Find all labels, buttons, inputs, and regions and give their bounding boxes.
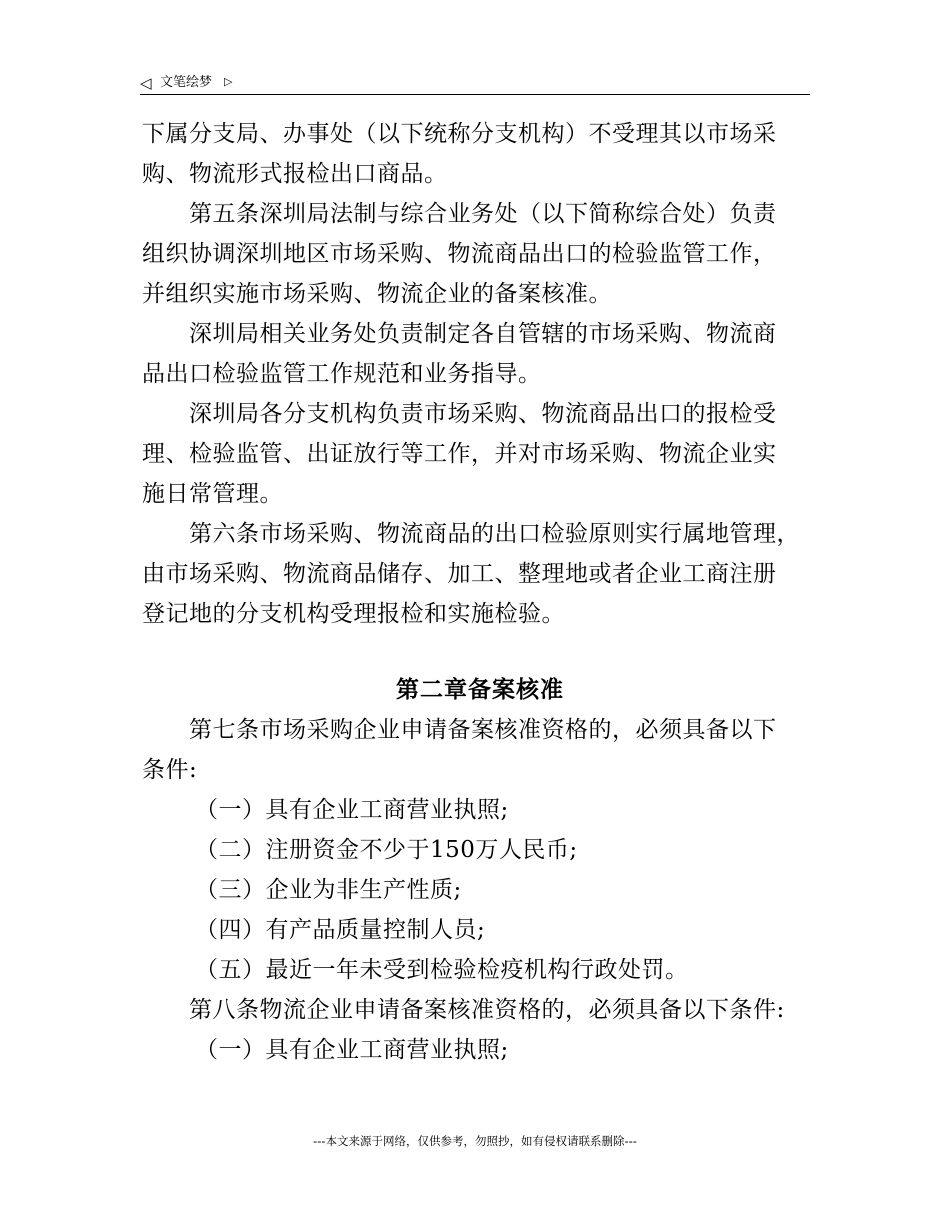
text-line: 第五条深圳局法制与综合业务处（以下简称综合处）负责 bbox=[189, 201, 777, 227]
left-triangle-icon: ◁ bbox=[140, 74, 152, 92]
text-line: 并组织实施市场采购、物流企业的备案核准。 bbox=[142, 281, 612, 307]
section-gap bbox=[142, 634, 818, 670]
list-item: （一）具有企业工商营业执照; bbox=[195, 1037, 509, 1063]
text-line: 条件: bbox=[142, 757, 198, 783]
text-line: 理、检验监管、出证放行等工作，并对市场采购、物流企业实 bbox=[142, 441, 777, 467]
text-line: 购、物流形式报检出口商品。 bbox=[142, 161, 448, 187]
list-item: （二）注册资金不少于150万人民币; bbox=[195, 837, 578, 863]
page-footer: ---本文来源于网络，仅供参考，勿照抄，如有侵权请联系删除--- bbox=[313, 1134, 637, 1148]
document-body bbox=[142, 114, 818, 1070]
chapter-title: 第二章备案核准 bbox=[396, 676, 564, 703]
text-line: 由市场采购、物流商品储存、加工、整理地或者企业工商注册 bbox=[142, 561, 777, 587]
right-triangle-icon: ▷ bbox=[224, 75, 233, 88]
text-line: 第八条物流企业申请备案核准资格的，必须具备以下条件: bbox=[189, 997, 785, 1023]
list-item: （三）企业为非生产性质; bbox=[195, 877, 462, 903]
text-line: 第七条市场采购企业申请备案核准资格的，必须具备以下 bbox=[189, 717, 777, 743]
text-line: 施日常管理。 bbox=[142, 481, 283, 507]
text-line: 第六条市场采购、物流商品的出口检验原则实行属地管理， bbox=[189, 521, 800, 547]
list-item: （一）具有企业工商营业执照; bbox=[195, 797, 509, 823]
text-line: 下属分支局、办事处（以下统称分支机构）不受理其以市场采 bbox=[142, 121, 777, 147]
text-line: 深圳局各分支机构负责市场采购、物流商品出口的报检受 bbox=[189, 401, 777, 427]
header-title: 文笔绘梦 bbox=[160, 75, 213, 90]
text-line: 品出口检验监管工作规范和业务指导。 bbox=[142, 361, 542, 387]
list-item: （五）最近一年未受到检验检疫机构行政处罚。 bbox=[195, 957, 689, 983]
page-header bbox=[140, 72, 810, 95]
text-line: 深圳局相关业务处负责制定各自管辖的市场采购、物流商 bbox=[189, 321, 777, 347]
text-line: 组织协调深圳地区市场采购、物流商品出口的检验监管工作， bbox=[142, 241, 777, 267]
list-item: （四）有产品质量控制人员; bbox=[195, 917, 486, 943]
text-line: 登记地的分支机构受理报检和实施检验。 bbox=[142, 601, 565, 627]
